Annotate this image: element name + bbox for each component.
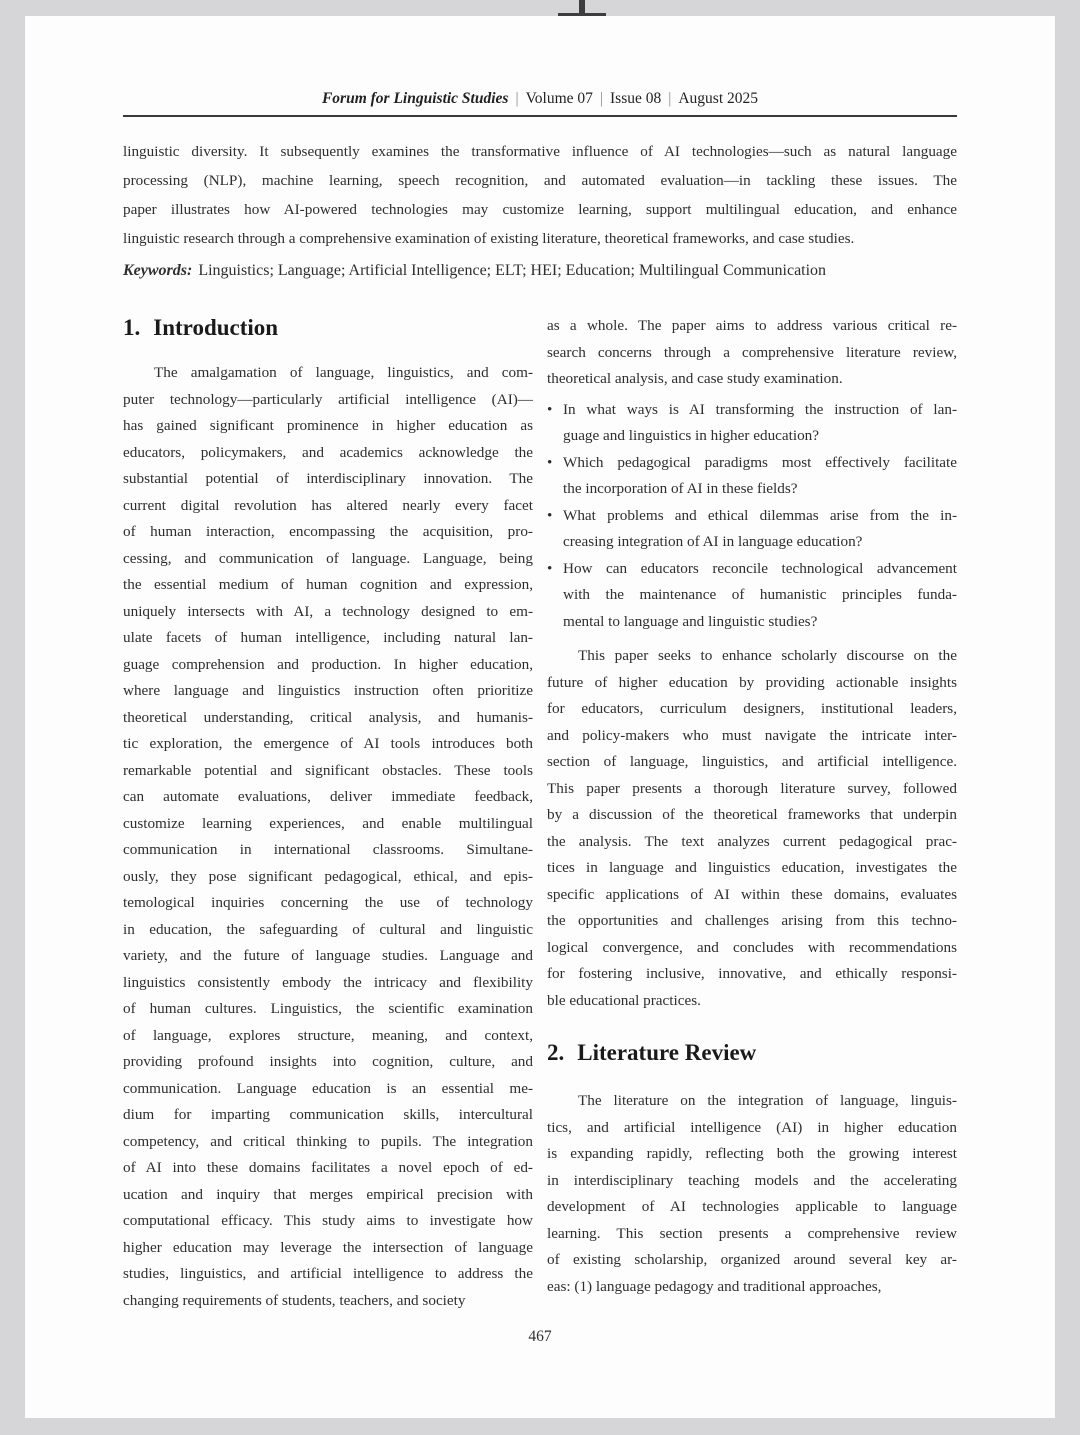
text-line: future of higher education by providing actionable insights [547, 673, 957, 691]
bullet-icon: • [547, 559, 553, 577]
paper-aims-paragraph [547, 643, 957, 1014]
text-line: where language and linguistics instruction often prioritize [123, 682, 533, 699]
text-line: the analysis. The text analyzes current pedagogical prac- [547, 832, 957, 850]
header-separator: | [668, 90, 672, 107]
text-line: and policy-makers who must navigate the intricate inter- [547, 726, 957, 744]
text-line: linguistic research through a comprehensive examination of existing literature, theoretical frameworks, and case studies. [123, 230, 855, 247]
keywords-line [123, 257, 957, 285]
text-line: educators, policymakers, and academics acknowledge the [123, 443, 533, 461]
text-line: specific applications of AI within these domains, evaluates [547, 885, 957, 903]
text-line: How can educators reconcile technological advancement [563, 559, 957, 577]
literature-review-paragraph [547, 1088, 957, 1300]
text-line: uniquely intersects with AI, a technology designed to em- [123, 602, 533, 620]
text-line: This paper seeks to enhance scholarly discourse on the [578, 647, 957, 664]
text-line: substantial potential of interdisciplinary innovation. The [123, 470, 533, 487]
section-title: Literature Review [577, 1040, 757, 1065]
section-number: 2. [547, 1040, 565, 1065]
text-line: temological inquiries concerning the use of technology [123, 894, 533, 911]
research-question-item [547, 397, 957, 450]
volume-label: Volume 07 [525, 90, 593, 107]
text-line: of existing scholarship, organized around several key ar- [547, 1251, 957, 1268]
section-heading-literature-review [547, 1038, 957, 1068]
text-line: ucation and inquiry that merges empirical precision with [123, 1185, 533, 1203]
text-line: theoretical understanding, critical analysis, and humanis- [123, 708, 533, 726]
running-head [123, 90, 957, 108]
journal-title: Forum for Linguistic Studies [321, 90, 509, 107]
introduction-paragraph [123, 360, 533, 1314]
research-questions-list [547, 397, 957, 636]
column-right [547, 313, 957, 1314]
page-content [25, 90, 1055, 1346]
date-label: August 2025 [678, 90, 759, 107]
text-line: changing requirements of students, teachers, and society [123, 1291, 466, 1309]
text-line: guage and linguistics in higher education? [563, 427, 820, 444]
section-number: 1. [123, 315, 141, 340]
text-line: is expanding rapidly, reflecting both the growing interest [547, 1145, 957, 1162]
text-line: ously, they pose significant pedagogical, ethical, and epis- [123, 867, 533, 885]
text-line: cessing, and communication of language. Language, being [123, 549, 533, 567]
text-line: of language, explores structure, meaning, and context, [123, 1026, 533, 1044]
text-line: logical convergence, and concludes with recommendations [547, 938, 957, 956]
text-line: Which pedagogical paradigms most effectively facilitate [563, 453, 957, 471]
text-line: variety, and the future of language studies. Language and [123, 947, 533, 964]
bullet-icon: • [547, 506, 553, 524]
research-question-item [547, 556, 957, 636]
text-line: dium for imparting communication skills, intercultural [123, 1106, 533, 1123]
text-line: processing (NLP), machine learning, speech recognition, and automated evaluation—in tackling these issues. The [123, 172, 957, 189]
continuation-paragraph [547, 313, 957, 393]
text-line: computational efficacy. This study aims to investigate how [123, 1212, 533, 1229]
text-line: guage comprehension and production. In higher education, [123, 655, 533, 673]
text-line: search concerns through a comprehensive literature review, [547, 343, 957, 361]
text-line: communication. Language education is an essential me- [123, 1079, 533, 1097]
text-line: in education, the safeguarding of cultural and linguistic [123, 920, 533, 938]
text-line: mental to language and linguistic studies? [563, 612, 818, 630]
text-line: can automate evaluations, deliver immediate feedback, [123, 788, 533, 805]
text-line: for educators, curriculum designers, institutional leaders, [547, 700, 957, 717]
header-rule [123, 115, 957, 117]
text-line: with the maintenance of humanistic principles funda- [563, 586, 957, 603]
text-line: of human cultures. Linguistics, the scientific examination [123, 1000, 533, 1017]
text-line: linguistics consistently embody the intricacy and flexibility [123, 973, 533, 991]
text-line: providing profound insights into cognition, culture, and [123, 1053, 533, 1070]
text-line: In what ways is AI transforming the instruction of lan- [563, 400, 957, 418]
text-line: eas: (1) language pedagogy and traditional approaches, [547, 1277, 882, 1295]
text-line: the essential medium of human cognition and expression, [123, 576, 533, 593]
text-line: theoretical analysis, and case study examination. [547, 370, 843, 387]
text-line: has gained significant prominence in higher education as [123, 417, 533, 434]
text-line: linguistic diversity. It subsequently examines the transformative influence of AI technologies—such as natural language [123, 143, 957, 160]
text-line: of AI into these domains facilitates a novel epoch of ed- [123, 1159, 533, 1176]
text-line: communication in international classrooms. Simultane- [123, 841, 533, 858]
section-title: Introduction [153, 315, 279, 340]
keywords-label: Keywords: [123, 262, 193, 279]
text-line: The amalgamation of language, linguistics, and com- [154, 364, 533, 381]
text-line: competency, and critical thinking to pupils. The integration [123, 1132, 533, 1150]
text-line: current digital revolution has altered nearly every facet [123, 496, 533, 514]
research-question-text [563, 556, 957, 636]
page-number: 467 [528, 1328, 552, 1345]
text-line: of human interaction, encompassing the acquisition, pro- [123, 523, 533, 540]
text-line: section of language, linguistics, and artificial intelligence. [547, 753, 957, 770]
text-line: in interdisciplinary teaching models and the accelerating [547, 1171, 957, 1189]
text-line: the incorporation of AI in these fields? [563, 480, 798, 497]
text-line: customize learning experiences, and enable multilingual [123, 814, 533, 832]
research-question-item [547, 503, 957, 556]
text-line: The literature on the integration of language, linguis- [578, 1092, 957, 1109]
bullet-icon: • [547, 400, 553, 418]
text-line: by a discussion of the theoretical frameworks that underpin [547, 806, 957, 823]
text-line: the opportunities and challenges arising from this techno- [547, 912, 957, 929]
text-line: tics, and artificial intelligence (AI) in higher education [547, 1118, 957, 1136]
text-line: remarkable potential and significant obstacles. These tools [123, 761, 533, 779]
text-line: tices in language and linguistics education, investigates the [547, 859, 957, 876]
research-question-text [563, 503, 957, 556]
section-heading-introduction [123, 313, 533, 343]
text-line: as a whole. The paper aims to address various critical re- [547, 317, 957, 334]
research-question-text [563, 450, 957, 503]
header-separator: | [515, 90, 519, 107]
text-line: creasing integration of AI in language education? [563, 533, 863, 550]
text-line: learning. This section presents a comprehensive review [547, 1224, 957, 1242]
keywords-text: Linguistics; Language; Artificial Intelligence; ELT; HEI; Education; Multilingual Communication [198, 262, 827, 279]
text-line: This paper presents a thorough literature survey, followed [547, 779, 957, 797]
issue-label: Issue 08 [610, 90, 662, 107]
text-line: ble educational practices. [547, 991, 701, 1009]
abstract-continuation-paragraph [123, 137, 957, 253]
bullet-icon: • [547, 453, 553, 471]
text-line: paper illustrates how AI-powered technologies may customize learning, support multilingual education, and enhance [123, 201, 957, 218]
text-line: tic exploration, the emergence of AI tools introduces both [123, 735, 533, 752]
text-line: higher education may leverage the intersection of language [123, 1238, 533, 1256]
text-line: ulate facets of human intelligence, including natural lan- [123, 629, 533, 646]
text-line: What problems and ethical dilemmas arise from the in- [563, 506, 957, 524]
column-left [123, 313, 533, 1314]
research-question-text [563, 397, 957, 450]
text-line: development of AI technologies applicable to language [547, 1198, 957, 1215]
research-question-item [547, 450, 957, 503]
header-separator: | [599, 90, 603, 107]
two-column-body [123, 313, 957, 1314]
text-line: studies, linguistics, and artificial intelligence to address the [123, 1265, 533, 1282]
text-line: puter technology—particularly artificial intelligence (AI)— [123, 390, 533, 408]
scanned-page [25, 16, 1055, 1418]
text-line: for fostering inclusive, innovative, and ethically responsi- [547, 965, 957, 982]
